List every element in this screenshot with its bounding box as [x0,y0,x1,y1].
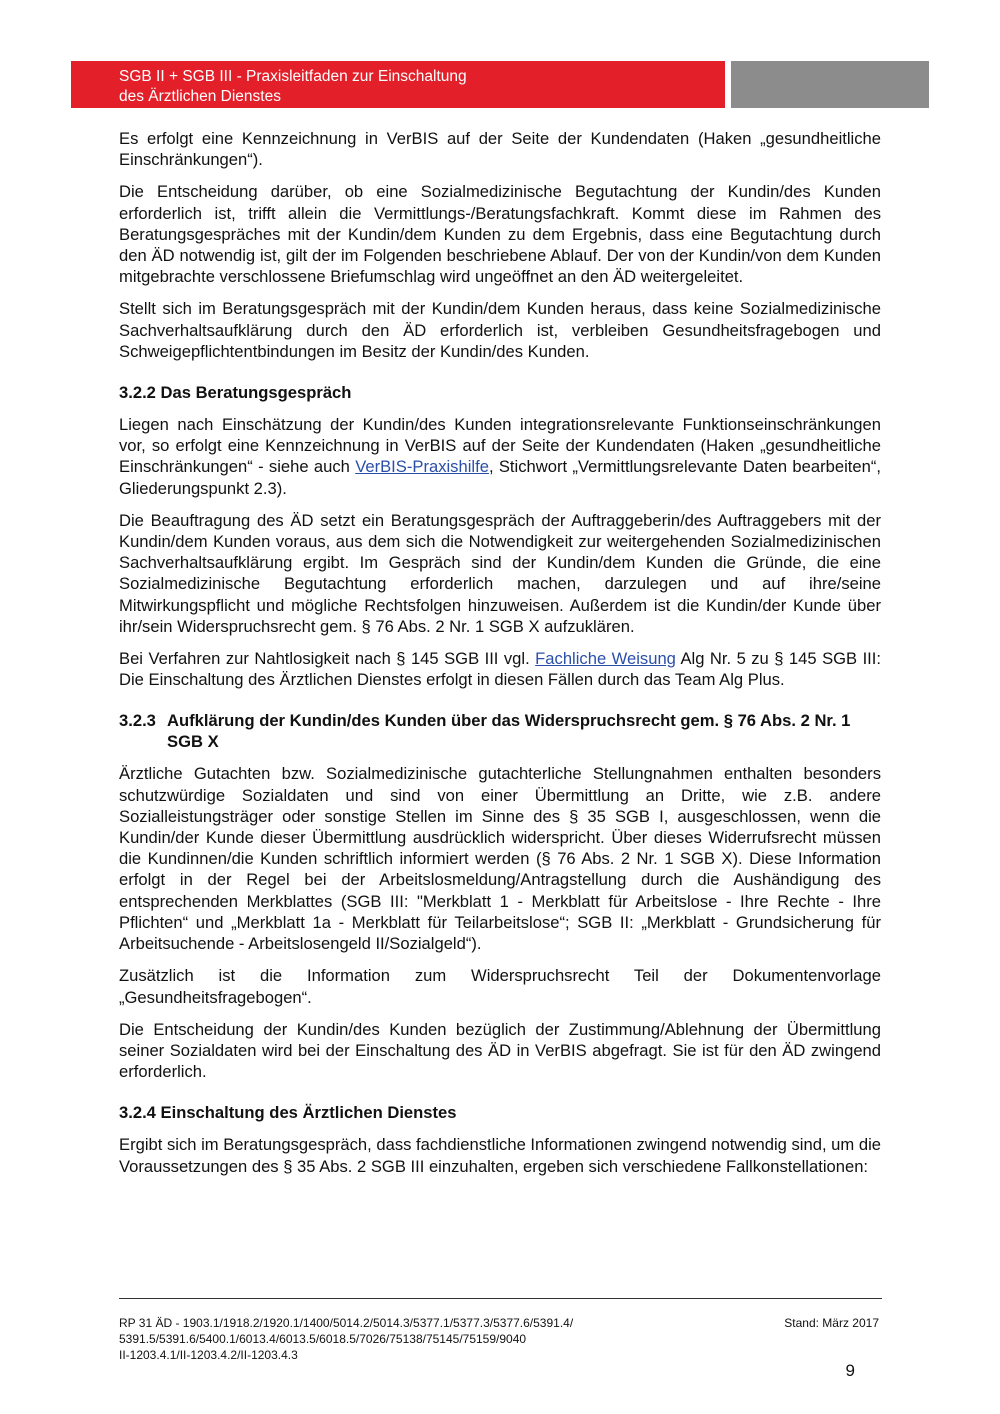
heading-number: 3.2.3 [119,711,156,731]
paragraph-beauftragung: Die Beauftragung des ÄD setzt ein Beratungsgespräch der Auftraggeberin/des Auftraggebers mit der Kundin/dem Kunden voraus, aus dem sich die Notwendigkeit zur weitergehenden Sozialmedizinischen Sachverhaltsaufklärung ergibt. Im Gespräch sind der Kundin/dem Kunden die Gründe, die eine Sozialmedizinische Begutachtung erforderlich machen, darzulegen und auf ihre/seine Mitwirkungspflicht und mögliche Rechtsfolgen hinzuweisen. Außerdem ist die Kundin/der Kunde über ihr/sein Widerspruchsrecht gem. § 76 Abs. 2 Nr. 1 SGB X aufzuklären. [119,510,881,636]
paragraph-text: Liegen nach Einschätzung der Kundin/des Kunden integrationsrelevante Funktionseinschränkungen vor, so erfolgt eine Kennzeichnung in VerBIS auf der Seite der Kundendaten (Haken „gesundheitliche Einschränkungen“ - siehe auch [119,415,881,477]
paragraph-beratungsgespraech-ergebnis: Stellt sich im Beratungsgespräch mit der Kundin/dem Kunden heraus, dass keine Sozialmedizinische Sachverhaltsaufklärung durch den ÄD erforderlich ist, verbleiben Gesundheitsfragebogen und Schweigepflichtentbindungen im Besitz der Kundin/des Kunden. [119,299,881,361]
page-number: 9 [845,1361,855,1380]
paragraph-kennzeichnung: Es erfolgt eine Kennzeichnung in VerBIS auf der Seite der Kundendaten (Haken „gesundheitliche Einschränkungen“). [119,129,881,170]
header-gray-block [731,61,929,108]
heading-3-2-2: 3.2.2 Das Beratungsgespräch [119,383,352,403]
paragraph-entscheidung-uebermittlung: Die Entscheidung der Kundin/des Kunden bezüglich der Zustimmung/Ablehnung der Übermittlung seiner Sozialdaten wird bei der Einschaltung des ÄD in VerBIS abgefragt. Sie ist für den ÄD zwingend erforderlich. [119,1019,881,1082]
paragraph-text: , Stichwort „Vermittlungsrelevante Daten bearbeiten“, Gliederungspunkt 2.3). [119,457,881,498]
document-header-banner [71,61,725,108]
footer-stand: Stand: März 2017 [784,1316,879,1330]
document-body [119,128,881,1188]
heading-text: Aufklärung der Kundin/des Kunden über das Widerspruchsrecht gem. § 76 Abs. 2 Nr. 1 SGB X [167,711,851,752]
footer-divider [119,1298,882,1299]
footer-ref-line-1: RP 31 ÄD - 1903.1/1918.2/1920.1/1400/5014.2/5014.3/5377.1/5377.3/5377.6/5391.4/ [119,1316,574,1330]
paragraph-text: Bei Verfahren zur Nahtlosigkeit nach § 145 SGB III vgl. [119,649,536,669]
header-title-line-2: des Ärztlichen Dienstes [119,88,281,105]
footer-ref-line-3: II-1203.4.1/II-1203.4.2/II-1203.4.3 [119,1348,298,1362]
heading-3-2-4: 3.2.4 Einschaltung des Ärztlichen Dienstes [119,1103,457,1123]
paragraph-zusaetzlich: Zusätzlich ist die Information zum Widerspruchsrecht Teil der Dokumentenvorlage „Gesundheitsfragebogen“. [119,966,881,1007]
paragraph-nahtlosigkeit [119,648,881,690]
paragraph-text: Alg Nr. 5 zu § 145 SGB III: Die Einschaltung des Ärztlichen Dienstes erfolgt in diesen Fällen durch das Team Alg Plus. [119,649,882,690]
footer-ref-line-2: 5391.5/5391.6/5400.1/6013.4/6013.5/6018.5/7026/75138/75145/75159/9040 [119,1332,527,1346]
heading-3-2-3 [119,710,881,752]
paragraph-funktionseinschraenkungen [119,414,881,499]
paragraph-gutachten: Ärztliche Gutachten bzw. Sozialmedizinische gutachterliche Stellungnahmen enthalten besonders schutzwürdige Sozialdaten und sind von einer Übermittlung an Dritte, wie z.B. andere Sozialleistungsträger oder sonstige Stellen im Sinne des § 35 SGB I, ausgeschlossen, wenn die Kundin/der Kunde dieser Übermittlung ausdrücklich widerspricht. Über dieses Widerrufsrecht müssen die Kundinnen/die Kunden schriftlich informiert werden (§ 76 Abs. 2 Nr. 1 SGB X). Diese Information erfolgt in der Regel bei der Arbeitslosmeldung/Antragstellung durch die Aushändigung des entsprechenden Merkblattes (SGB III: "Merkblatt 1 - Merkblatt für Arbeitslose - Ihre Rechte - Ihre Pflichten“ und „Merkblatt 1a - Merkblatt für Teilarbeitslose“; SGB II: „Merkblatt - Grundsicherung für Arbeitsuchende - Arbeitslosengeld II/Sozialgeld“). [119,764,881,954]
verbis-praxishilfe-link[interactable]: VerBIS-Praxishilfe [355,457,489,477]
paragraph-fallkonstellationen: Ergibt sich im Beratungsgespräch, dass fachdienstliche Informationen zwingend notwendig sind, um die Voraussetzungen des § 35 Abs. 2 SGB III einzuhalten, ergeben sich verschiedene Fallkonstellationen: [119,1135,881,1176]
paragraph-entscheidung: Die Entscheidung darüber, ob eine Sozialmedizinische Begutachtung der Kundin/des Kunden erforderlich ist, trifft allein die Vermittlungs-/Beratungsfachkraft. Kommt diese im Rahmen des Beratungsgespräches mit der Kundin/dem Kunden zu dem Ergebnis, dass eine Begutachtung durch den ÄD notwendig ist, gilt der im Folgenden beschriebene Ablauf. Der von der Kundin/von dem Kunden mitgebrachte verschlossene Briefumschlag wird ungeöffnet an den ÄD weitergeleitet. [119,182,881,287]
footer-reference [119,1315,573,1363]
header-title-line-1: SGB II + SGB III - Praxisleitfaden zur Einschaltung [119,68,467,85]
fachliche-weisung-link[interactable]: Fachliche Weisung [535,649,676,669]
